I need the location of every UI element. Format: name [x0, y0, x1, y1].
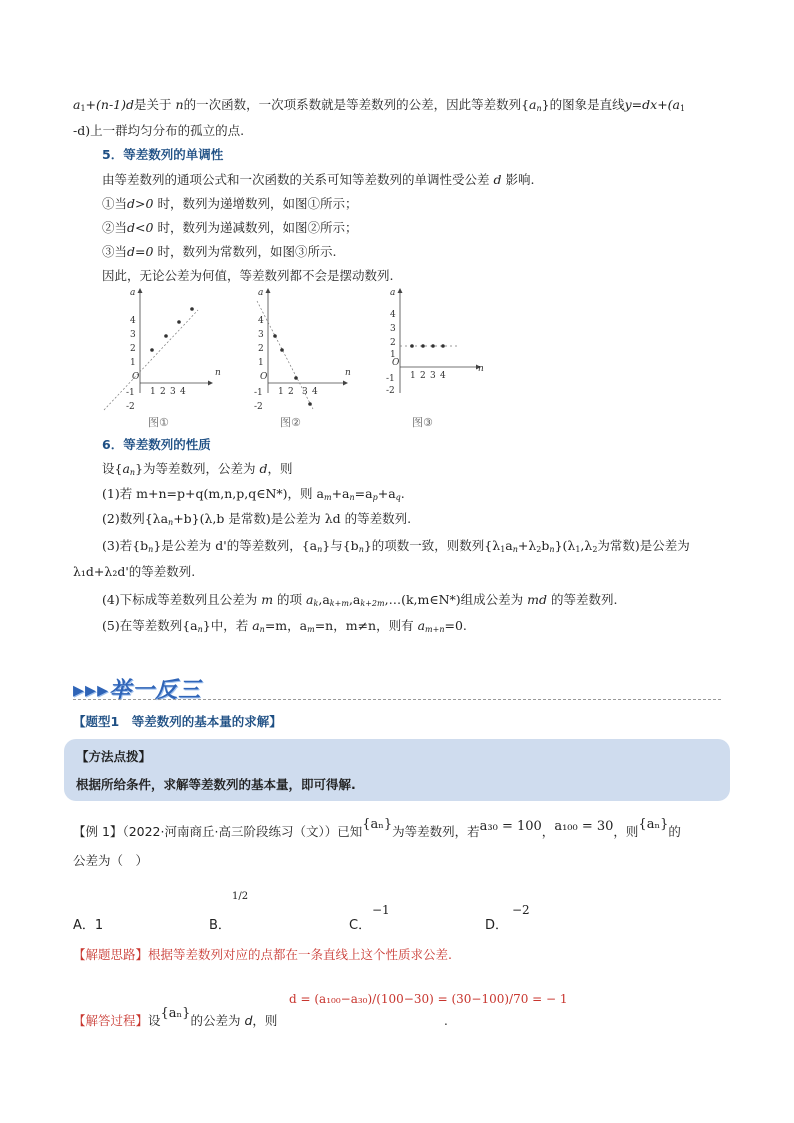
section6-intro: 设$\{a_n\}$为等差数列，公差为 d，则: [102, 461, 293, 477]
intro-a: a: [73, 97, 81, 112]
process-label: 【解答过程】: [73, 1013, 149, 1028]
fig2-xtick-3: 3: [302, 387, 308, 397]
p3-c: }与{b: [322, 538, 359, 553]
option-d: [485, 914, 508, 933]
fig3-ytick-1: 1: [390, 350, 396, 360]
example-1-stem: [73, 817, 681, 842]
process-dot: .: [444, 1014, 448, 1028]
intro-line-1: $a_1+(n-1)d$是关于 n的一次函数，一次项系数就是等差数列的公差，因此等差数列$\{a_n\}$的图象是直线$y=dx+(a_1$: [73, 97, 686, 113]
figure-2-caption: 图②: [280, 416, 301, 429]
p5-e: =n，m≠n，则有: [314, 618, 414, 633]
p3-h: }(λ: [554, 538, 576, 553]
case3-cond: d=0: [127, 244, 154, 259]
method-tip-title: 【方法点拨】: [76, 749, 152, 764]
fig2-xtick-2: 2: [288, 387, 294, 397]
method-tip-box: [64, 739, 730, 801]
s6-intro-d: d: [259, 461, 268, 476]
p4-rest: ,a: [318, 592, 330, 607]
idea-label: 【解题思路】: [73, 947, 149, 962]
p3-g: b: [541, 538, 550, 553]
fig3-ytick-2: 2: [390, 338, 396, 348]
fig2-ytick-m2: -2: [254, 402, 263, 412]
example-1-line-2: 公差为（ ）: [73, 853, 149, 868]
option-b-label: B．: [209, 918, 231, 933]
section5-heading: 5．等差数列的单调性: [102, 147, 224, 162]
p3-i: ,λ: [580, 538, 593, 553]
p4-md: md: [527, 592, 548, 607]
fig2-axis-y: a: [258, 288, 264, 298]
option-a-label: A．1: [73, 918, 104, 933]
fig1-axis-y: a: [130, 288, 136, 298]
figure-1-caption: 图①: [148, 416, 169, 429]
example-cond2: a₁₀₀ = 30: [554, 819, 614, 834]
case2-end: 时，数列为递减数列，如图②所示；: [157, 220, 358, 235]
option-b-value: 1/2: [232, 891, 249, 902]
option-c-label: C．: [349, 918, 372, 933]
option-c-value: −1: [372, 903, 390, 917]
p5-b: }中，若: [202, 618, 249, 633]
example-mid: 为等差数列，若: [392, 824, 480, 839]
option-c: [349, 914, 371, 933]
topic-heading: 【题型1 等差数列的基本量的求解】: [73, 714, 282, 729]
p1-eq2: +a: [377, 486, 396, 501]
section5-case-3: [102, 243, 336, 261]
intro-text-c: 是关于: [134, 97, 172, 112]
s6-intro-an: a: [122, 461, 130, 476]
example-seq2: {aₙ}: [638, 817, 669, 832]
p5-f: a: [417, 618, 426, 633]
section5-p1-text: 由等差数列的通项公式和一次函数的关系可知等差数列的单调性受公差: [102, 172, 490, 187]
p4-text: (4)下标成等差数列且公差为: [102, 592, 258, 607]
case3-prefix: ③当: [102, 244, 128, 259]
section6-heading: 6．等差数列的性质: [102, 437, 211, 452]
example-label: 【例 1】: [73, 824, 123, 839]
method-tip-body: 根据所给条件，求解等差数列的基本量，即可得解.: [76, 777, 356, 792]
case2-prefix: ②当: [102, 220, 128, 235]
example-end: 的: [668, 824, 681, 839]
case1-cond: d>0: [127, 196, 154, 211]
property-1: (1)若 m+n=p+q(m,n,p,q∈N*)，则 $a_m+a_n=a_p+a_q$.: [102, 486, 405, 502]
fig3-ytick-4: 4: [390, 310, 396, 320]
p2-rest: +b}(λ,b 是常数)是公差为 λd 的等差数列.: [173, 511, 412, 526]
process-c: ，则: [252, 1013, 278, 1028]
case1-prefix: ①当: [102, 196, 128, 211]
p5-text: (5)在等差数列{a: [102, 618, 198, 633]
fig3-xtick-1: 1: [410, 371, 416, 381]
p3-d: }的项数一致，则数列{λ: [363, 538, 501, 553]
section5-p1-end: 影响.: [505, 172, 535, 187]
fig3-origin: O: [392, 358, 400, 368]
solution-process: [73, 1006, 278, 1031]
section5-case-2: [102, 219, 357, 237]
case1-end: 时，数列为递增数列，如图①所示；: [157, 196, 358, 211]
p4-end: 的等差数列.: [551, 592, 618, 607]
intro-an: a: [529, 97, 537, 112]
fig2-axis-x: n: [345, 368, 351, 378]
process-d: d: [244, 1013, 253, 1028]
intro-text-d: 的一次函数，一次项系数就是等差数列的公差，因此等差数列{: [183, 97, 530, 112]
fig1-ytick-m1: -1: [126, 388, 135, 398]
p4-terms: a: [306, 592, 314, 607]
example-cond1: a₃₀ = 100: [479, 819, 542, 834]
fig3-xtick-2: 2: [420, 371, 426, 381]
fig1-xtick-3: 3: [170, 387, 176, 397]
example-comma: ，: [541, 824, 555, 839]
fig1-xtick-2: 2: [160, 387, 166, 397]
section5-p1: [102, 171, 534, 189]
p1-rest: +a: [331, 486, 350, 501]
fig1-ytick-3: 3: [130, 330, 136, 340]
process-a: 设: [148, 1013, 161, 1028]
figure-2: [254, 288, 351, 412]
intro-eq: y=dx+(a: [624, 97, 681, 112]
example-source: （2022·河南商丘·高三阶段练习（文））已知: [122, 824, 363, 839]
p5-d: =m，a: [264, 618, 308, 633]
fig2-ytick-3: 3: [258, 330, 264, 340]
intro-n: n: [175, 97, 184, 112]
monotonicity-figures: [100, 285, 500, 430]
p3-f: +λ: [517, 538, 537, 553]
process-b: 的公差为: [190, 1013, 241, 1028]
p3-b: }是公差为 d'的等差数列，{a: [153, 538, 318, 553]
idea-text: 根据等差数列对应的点都在一条直线上这个性质求公差.: [148, 947, 452, 962]
p3-a: (3)若{b: [102, 538, 149, 553]
p2-text: (2)数列{λa: [102, 511, 169, 526]
option-d-value: −2: [512, 903, 530, 917]
fig1-origin: O: [132, 372, 140, 382]
process-formula: d = (a₁₀₀−a₃₀)/(100−30) = (30−100)/70 = − 1: [289, 992, 568, 1006]
fig3-ytick-m2: -2: [386, 386, 395, 396]
p4-m: m: [261, 592, 274, 607]
fig2-xtick-4: 4: [312, 387, 318, 397]
fig3-ytick-m1: -1: [386, 374, 395, 384]
fig3-axis-x: n: [478, 364, 484, 374]
fig2-ytick-m1: -1: [254, 388, 263, 398]
fig2-ytick-1: 1: [258, 358, 264, 368]
s6-intro-c: ，则: [267, 461, 293, 476]
property-5: (5)在等差数列$\{a_n\}$中，若 $a_n=m$，$a_m=n$，m≠n，则有 $a_{m+n}=0$.: [102, 618, 467, 634]
figure-3: [386, 288, 484, 396]
option-a: [73, 914, 103, 933]
p5-c: a: [252, 618, 260, 633]
p5-g: =0.: [444, 618, 467, 633]
fig1-xtick-4: 4: [180, 387, 186, 397]
p3-e: a: [505, 538, 513, 553]
example-then: ，则: [613, 824, 639, 839]
fig1-axis-x: n: [215, 368, 221, 378]
option-d-label: D．: [485, 918, 509, 933]
section5-conclusion: 因此，无论公差为何值，等差数列都不会是摆动数列.: [102, 268, 394, 283]
fig3-ytick-3: 3: [390, 324, 396, 334]
fig1-ytick-1: 1: [130, 358, 136, 368]
p1-eq: =a: [354, 486, 373, 501]
fig1-xtick-1: 1: [150, 387, 156, 397]
fig3-xtick-4: 4: [440, 371, 446, 381]
property-2: (2)数列$\{\lambda a_n+b\}(\lambda,b$ 是常数)是公差为 λd 的等差数列.: [102, 511, 412, 527]
solution-idea: [73, 946, 452, 964]
fig1-ytick-2: 2: [130, 344, 136, 354]
figure-3-caption: 图③: [412, 416, 433, 429]
section5-case-1: [102, 195, 357, 213]
p4-mid: 的项: [277, 592, 303, 607]
fig1-ytick-m2: -2: [126, 402, 135, 412]
option-b: [209, 914, 231, 933]
property-3-line-2: λ₁d+λ₂d'的等差数列.: [73, 564, 196, 579]
s6-intro-a: 设{: [102, 461, 123, 476]
fig2-origin: O: [260, 372, 268, 382]
section-divider: [73, 699, 721, 700]
s6-intro-b: }为等差数列，公差为: [135, 461, 256, 476]
example-seq: {aₙ}: [362, 817, 393, 832]
section5-p1-d: d: [493, 172, 502, 187]
fig2-xtick-1: 1: [278, 387, 284, 397]
property-3: (3)若$\{b_n\}$是公差为 d'的等差数列，$\{a_n\}$与$\{b_n\}$的项数一致，则数列$\{\lambda_1a_n+\lambda_2b_n\}(\lambda_1,\lambda_2$为常数)是公差为: [102, 538, 690, 554]
p4-rest3: ,…(k,m∈N*)组成公差为: [384, 592, 524, 607]
fig2-ytick-4: 4: [258, 316, 264, 326]
fig3-xtick-3: 3: [430, 371, 436, 381]
intro-formula: +(n-1)d: [85, 97, 135, 112]
case2-cond: d<0: [127, 220, 154, 235]
practice-banner: ▸▸▸举一反三: [73, 678, 202, 703]
intro-text-e: }的图象是直线: [541, 97, 625, 112]
p1-text: (1)若 m+n=p+q(m,n,p,q∈N*)，则 a: [102, 486, 324, 501]
p3-j: 为常数)是公差为: [597, 538, 690, 553]
fig1-ytick-4: 4: [130, 316, 136, 326]
intro-line-2: -d)上一群均匀分布的孤立的点.: [73, 123, 245, 138]
case3-end: 时，数列为常数列，如图③所示.: [157, 244, 337, 259]
figure-1: [104, 288, 221, 412]
fig3-axis-y: a: [390, 288, 396, 298]
p4-rest2: ,a: [348, 592, 361, 607]
property-4: (4)下标成等差数列且公差为 m 的项 $a_k,a_{k+m},a_{k+2m},\dots(k,m\in N*)$组成公差为 md 的等差数列.: [102, 592, 618, 608]
fig2-ytick-2: 2: [258, 344, 264, 354]
process-seq: {aₙ}: [160, 1006, 191, 1021]
